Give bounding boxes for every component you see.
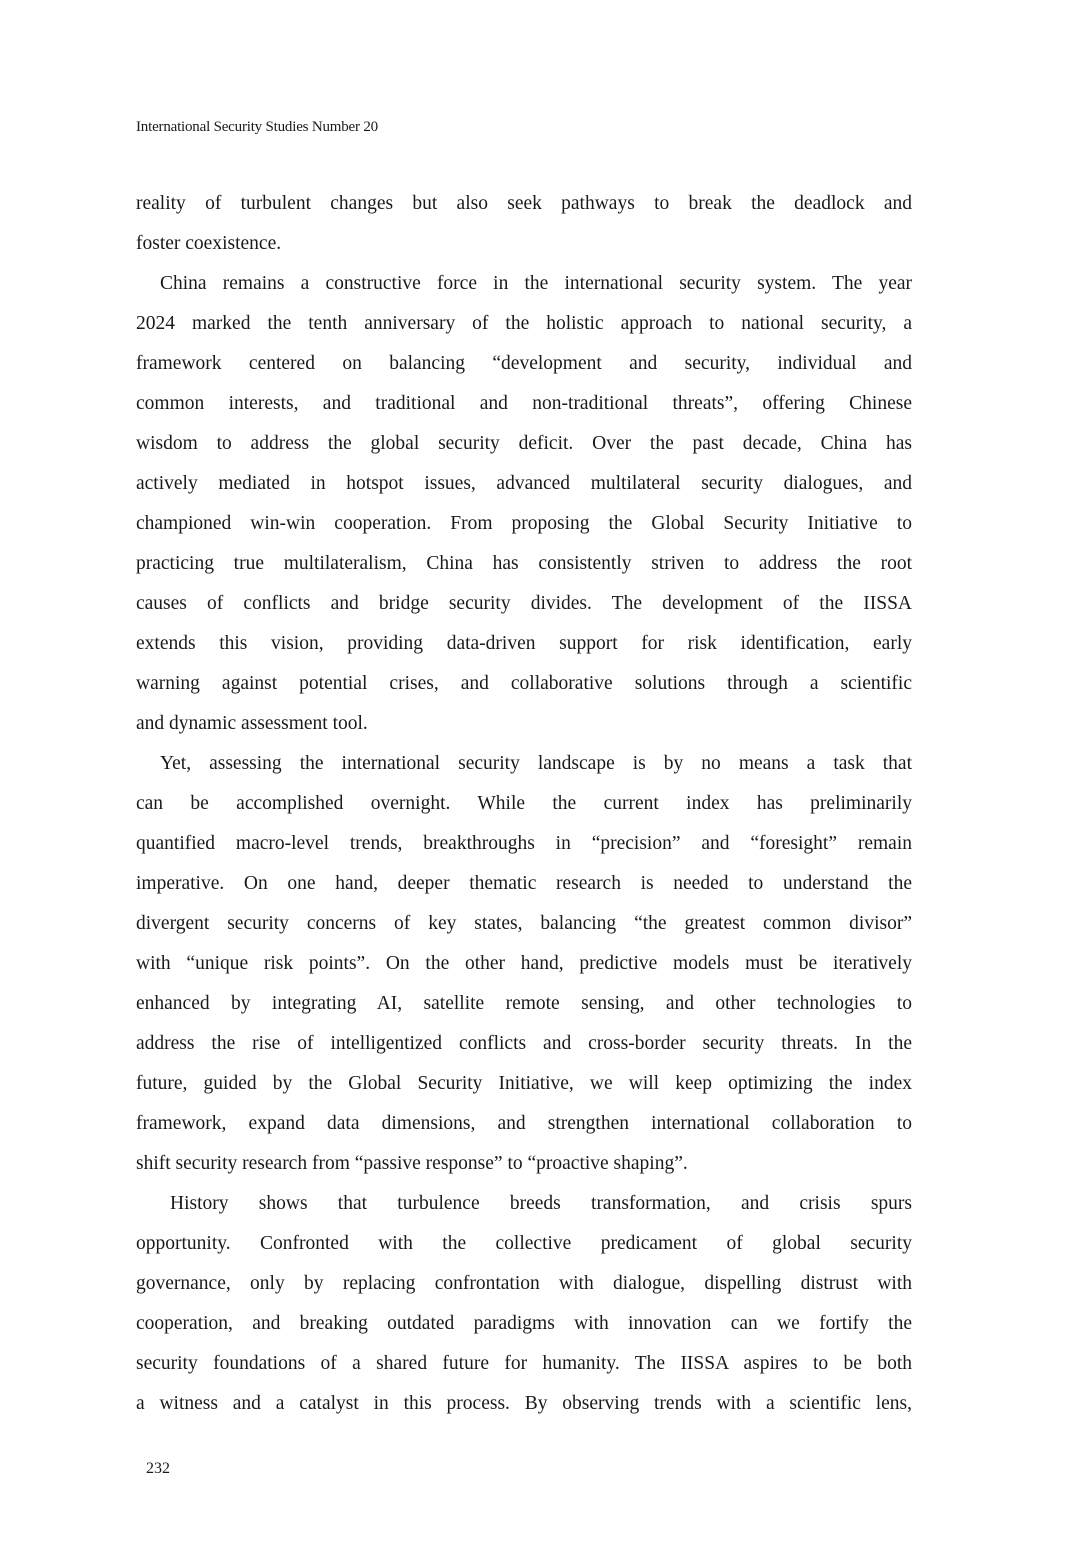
text-line: a witness and a catalyst in this process. By observing trends with a scientific lens, (136, 1393, 912, 1414)
paragraph (136, 744, 912, 1184)
text-line: governance, only by replacing confrontation with dialogue, dispelling distrust with (136, 1273, 912, 1294)
text-line: framework, expand data dimensions, and strengthen international collaboration to (136, 1113, 912, 1134)
text-line: History shows that turbulence breeds transformation, and crisis spurs (170, 1193, 912, 1214)
text-line: 2024 marked the tenth anniversary of the holistic approach to national security, a (136, 313, 912, 334)
text-line: and dynamic assessment tool. (136, 713, 368, 734)
text-line: future, guided by the Global Security Initiative, we will keep optimizing the index (136, 1073, 912, 1094)
page-number: 232 (146, 1460, 170, 1477)
text-line: extends this vision, providing data-driven support for risk identification, early (136, 633, 912, 654)
text-line: warning against potential crises, and collaborative solutions through a scientific (136, 673, 912, 694)
text-line: quantified macro-level trends, breakthroughs in “precision” and “foresight” remain (136, 833, 912, 854)
text-line: imperative. On one hand, deeper thematic research is needed to understand the (136, 873, 912, 894)
text-line: address the rise of intelligentized conflicts and cross-border security threats. In the (136, 1033, 912, 1054)
text-line: with “unique risk points”. On the other hand, predictive models must be iteratively (136, 953, 912, 974)
text-line: reality of turbulent changes but also seek pathways to break the deadlock and (136, 193, 912, 214)
text-line: causes of conflicts and bridge security divides. The development of the IISSA (136, 593, 912, 614)
text-line: wisdom to address the global security deficit. Over the past decade, China has (136, 433, 912, 454)
text-line: shift security research from “passive response” to “proactive shaping”. (136, 1153, 688, 1174)
running-header: International Security Studies Number 20 (136, 119, 378, 135)
text-line: can be accomplished overnight. While the current index has preliminarily (136, 793, 912, 814)
text-line: foster coexistence. (136, 233, 282, 254)
paragraph (136, 264, 912, 744)
text-line: China remains a constructive force in the international security system. The year (160, 273, 912, 294)
body-text (136, 184, 912, 1424)
text-line: security foundations of a shared future for humanity. The IISSA aspires to be both (136, 1353, 912, 1374)
text-line: actively mediated in hotspot issues, advanced multilateral security dialogues, and (136, 473, 912, 494)
text-line: cooperation, and breaking outdated paradigms with innovation can we fortify the (136, 1313, 912, 1334)
text-line: opportunity. Confronted with the collective predicament of global security (136, 1233, 912, 1254)
text-line: enhanced by integrating AI, satellite remote sensing, and other technologies to (136, 993, 912, 1014)
text-line: Yet, assessing the international security landscape is by no means a task that (160, 753, 912, 774)
text-line: divergent security concerns of key states, balancing “the greatest common divisor” (136, 913, 912, 934)
paragraph (136, 184, 912, 264)
text-line: framework centered on balancing “development and security, individual and (136, 353, 912, 374)
text-line: common interests, and traditional and non-traditional threats”, offering Chinese (136, 393, 912, 414)
paragraph (136, 1184, 912, 1424)
text-line: practicing true multilateralism, China has consistently striven to address the root (136, 553, 912, 574)
text-line: championed win-win cooperation. From proposing the Global Security Initiative to (136, 513, 912, 534)
